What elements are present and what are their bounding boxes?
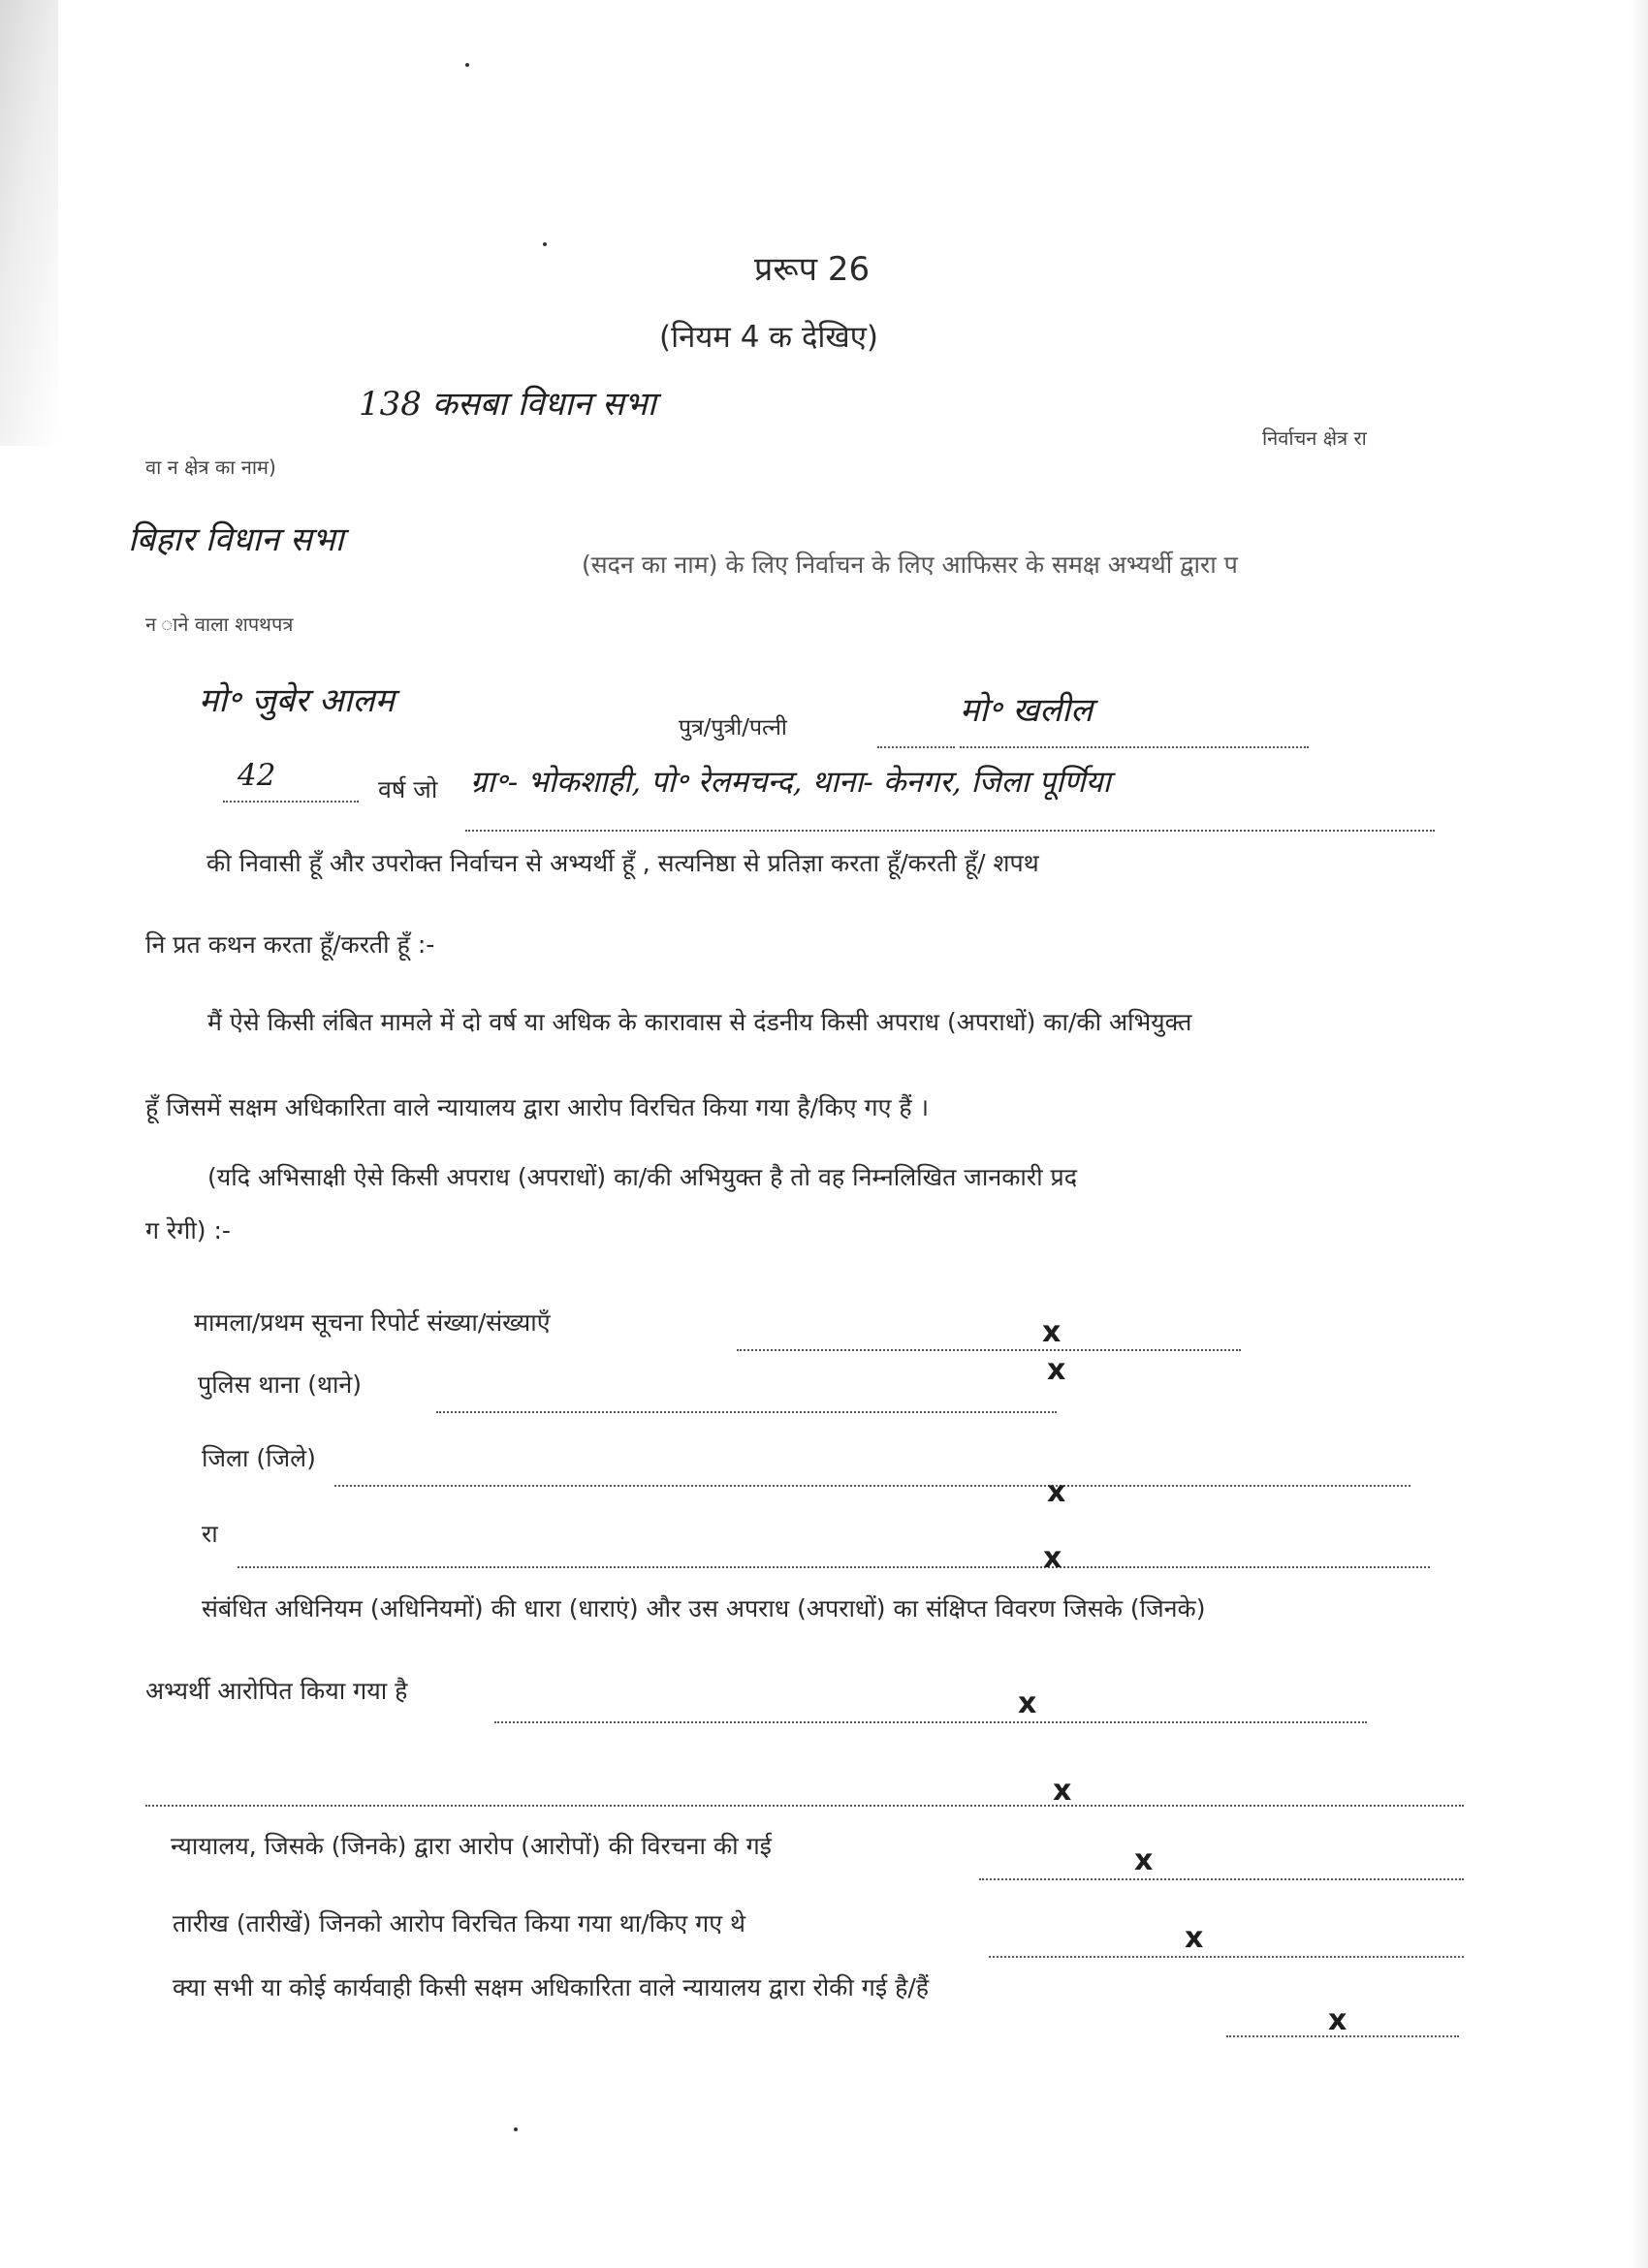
constituency-label-right: निर्वाचन क्षेत्र रा <box>1262 426 1367 450</box>
age-dots <box>223 801 359 803</box>
father-dots <box>960 746 1309 748</box>
house-text: (सदन का नाम) के लिए निर्वाचन के लिए आफिसर के समक्ष अभ्यर्थी द्वारा प <box>582 551 1238 579</box>
cross-mark: x <box>1047 1475 1066 1509</box>
field-case-number-label: मामला/प्रथम सूचना रिपोर्ट संख्या/संख्याएँ <box>194 1308 551 1337</box>
para2-line1: (यदि अभिसाक्षी ऐसे किसी अपराध (अपराधों) का/की अभियुक्त है तो वह निम्नलिखित जानकारी प्रद <box>207 1163 1078 1191</box>
field-act-section-label: संबंधित अधिनियम (अधिनियमों) की धारा (धाराएं) और उस अपराध (अपराधों) का संक्षिप्त विवरण जिसके (जिनके) <box>202 1594 1206 1622</box>
rule-reference: (नियम 4 क देखिए) <box>659 320 879 355</box>
address-handwritten: ग्रा॰- भोकशाही, पो॰ रेलमचन्द, थाना- केनगर, जिला पूर्णिया <box>470 765 1111 800</box>
para1-line1: मैं ऐसे किसी लंबित मामले में दो वर्ष या अधिक के कारावास से दंडनीय किसी अपराध (अपराधों) का/की अभियुक्त <box>207 1008 1192 1036</box>
candidate-name: मो॰ जुबेर आलम <box>199 681 395 720</box>
statement-line: नि प्रत कथन करता हूँ/करती हूँ :- <box>145 930 435 959</box>
father-name: मो॰ खलील <box>960 691 1093 730</box>
constituency-handwritten: 138 कसबा विधान सभा <box>359 385 656 424</box>
scan-speck <box>543 242 547 246</box>
scan-shadow <box>0 0 58 446</box>
field-state-dots <box>238 1566 1430 1568</box>
house-text-cont: न ाने वाला शपथपत्र <box>145 613 294 636</box>
house-name-handwritten: बिहार विधान सभा <box>128 520 344 559</box>
field-court-label: न्यायालय, जिसके (जिनके) द्वारा आरोप (आरोपों) की विरचना की गई <box>171 1832 772 1860</box>
age-label: वर्ष जो <box>378 775 438 803</box>
field-act-section-cont: अभ्यर्थी आरोपित किया गया है <box>145 1677 408 1705</box>
cross-mark: x <box>1018 1686 1037 1720</box>
field-act-section-dots <box>494 1721 1367 1723</box>
scan-speck <box>514 2127 518 2131</box>
field-district-label: जिला (जिले) <box>202 1444 316 1472</box>
form-title: प्ररूप 26 <box>754 250 871 289</box>
field-district-dots <box>334 1485 1410 1487</box>
field-state-label: रा <box>202 1520 218 1548</box>
cross-mark: x <box>1047 1353 1066 1387</box>
field-court-dots <box>979 1878 1464 1880</box>
age: 42 <box>238 758 276 793</box>
relation-label: पुत्र/पुत्री/पत्नी <box>679 715 787 740</box>
resident-line: की निवासी हूँ और उपरोक्त निर्वाचन से अभ्यर्थी हूँ , सत्यनिष्ठा से प्रतिज्ञा करता हूँ/करती हूँ/ शपथ <box>206 849 1039 877</box>
field-date-label: तारीख (तारीखें) जिनको आरोप विरचित किया गया था/किए गए थे <box>173 1909 745 1937</box>
field-police-station-label: पुलिस थाना (थाने) <box>198 1370 363 1399</box>
field-stay-label: क्या सभी या कोई कार्यवाही किसी सक्षम अधिकारिता वाले न्यायालय द्वारा रोकी गई है/हैं <box>173 1973 930 2001</box>
scan-edge <box>1631 0 1648 2268</box>
field-date-dots <box>989 1956 1464 1958</box>
cross-mark: x <box>1042 1315 1062 1349</box>
cross-mark: x <box>1053 1774 1072 1808</box>
constituency-label-left: वा न क्षेत्र का नाम) <box>145 456 276 479</box>
scan-speck <box>465 63 469 67</box>
field-case-number-dots <box>737 1349 1241 1351</box>
para2-line2: ग रेगी) :- <box>145 1216 231 1244</box>
address-dots <box>465 830 1435 832</box>
relation-dots <box>877 746 955 748</box>
cross-mark: x <box>1328 2003 1347 2037</box>
field-act-section-dots-2 <box>145 1805 1464 1807</box>
cross-mark: x <box>1043 1541 1062 1575</box>
field-police-station-dots <box>436 1411 1057 1413</box>
cross-mark: x <box>1185 1921 1204 1955</box>
cross-mark: x <box>1134 1843 1154 1877</box>
para1-line2: हूँ जिसमें सक्षम अधिकारिता वाले न्यायालय द्वारा आरोप विरचित किया गया है/किए गए हैं । <box>145 1093 930 1121</box>
